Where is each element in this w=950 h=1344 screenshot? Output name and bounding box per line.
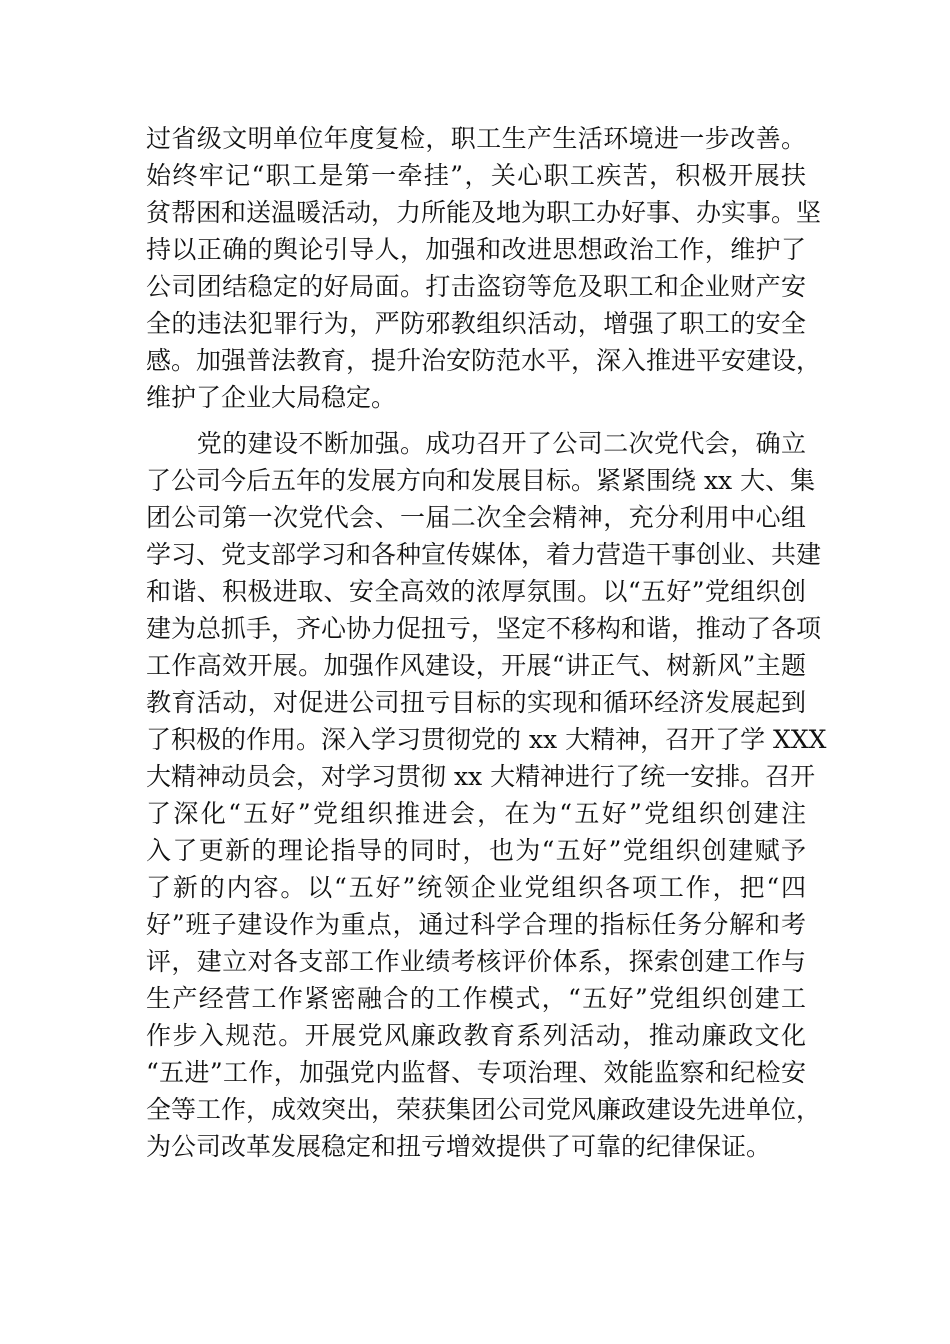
text-line: 维护了企业大局稳定。 bbox=[146, 383, 397, 412]
text-line: 了公司今后五年的发展方向和发展目标。紧紧围绕 xx 大、集 bbox=[146, 466, 816, 495]
text-line: 党的建设不断加强。成功召开了公司二次党代会，确立 bbox=[146, 429, 806, 458]
text-line: 了积极的作用。深入学习贯彻党的 xx 大精神，召开了学 XXX bbox=[146, 725, 827, 754]
paragraph-spacer bbox=[146, 416, 806, 425]
text-line: 全的违法犯罪行为，严防邪教组织活动，增强了职工的安全 bbox=[146, 309, 806, 338]
body-text bbox=[146, 120, 827, 1165]
text-line: 贫帮困和送温暖活动，力所能及地为职工办好事、办实事。坚 bbox=[146, 198, 822, 227]
text-line: 作步入规范。开展党风廉政教育系列活动，推动廉政文化 bbox=[146, 1021, 806, 1050]
text-line: 好”班子建设作为重点，通过科学合理的指标任务分解和考 bbox=[146, 910, 806, 939]
text-line: 始终牢记“职工是第一牵挂”，关心职工疾苦，积极开展扶 bbox=[146, 161, 806, 190]
text-line: 学习、党支部学习和各种宣传媒体，着力营造干事创业、共建 bbox=[146, 540, 822, 569]
text-line: 和谐、积极进取、安全高效的浓厚氛围。以“五好”党组织创 bbox=[146, 577, 806, 606]
text-line: “五进”工作，加强党内监督、专项治理、效能监察和纪检安 bbox=[146, 1058, 806, 1087]
text-line: 持以正确的舆论引导人，加强和改进思想政治工作，维护了 bbox=[146, 235, 806, 264]
text-line: 为公司改革发展稳定和扭亏增效提供了可靠的纪律保证。 bbox=[146, 1132, 772, 1161]
text-line: 评，建立对各支部工作业绩考核评价体系，探索创建工作与 bbox=[146, 947, 806, 976]
text-line: 建为总抓手，齐心协力促扭亏，坚定不移构和谐，推动了各项 bbox=[146, 614, 822, 643]
text-line: 工作高效开展。加强作风建设，开展“讲正气、树新风”主题 bbox=[146, 651, 806, 680]
text-line: 全等工作，成效突出，荣获集团公司党风廉政建设先进单位， bbox=[146, 1095, 822, 1124]
text-line: 入了更新的理论指导的同时，也为“五好”党组织创建赋予 bbox=[146, 836, 806, 865]
text-line: 教育活动，对促进公司扭亏目标的实现和循环经济发展起到 bbox=[146, 688, 806, 717]
text-line: 了深化“五好”党组织推进会，在为“五好”党组织创建注 bbox=[146, 799, 806, 828]
paragraph-2 bbox=[146, 425, 827, 1165]
text-line: 了新的内容。以“五好”统领企业党组织各项工作，把“四 bbox=[146, 873, 806, 902]
text-line: 过省级文明单位年度复检，职工生产生活环境进一步改善。 bbox=[146, 124, 806, 153]
text-line: 公司团结稳定的好局面。打击盗窃等危及职工和企业财产安 bbox=[146, 272, 806, 301]
text-line: 生产经营工作紧密融合的工作模式，“五好”党组织创建工 bbox=[146, 984, 806, 1013]
text-line: 团公司第一次党代会、一届二次全会精神，充分利用中心组 bbox=[146, 503, 806, 532]
paragraph-1 bbox=[146, 120, 822, 416]
text-line: 感。加强普法教育，提升治安防范水平，深入推进平安建设， bbox=[146, 346, 822, 375]
text-line: 大精神动员会，对学习贯彻 xx 大精神进行了统一安排。召开 bbox=[146, 762, 816, 791]
